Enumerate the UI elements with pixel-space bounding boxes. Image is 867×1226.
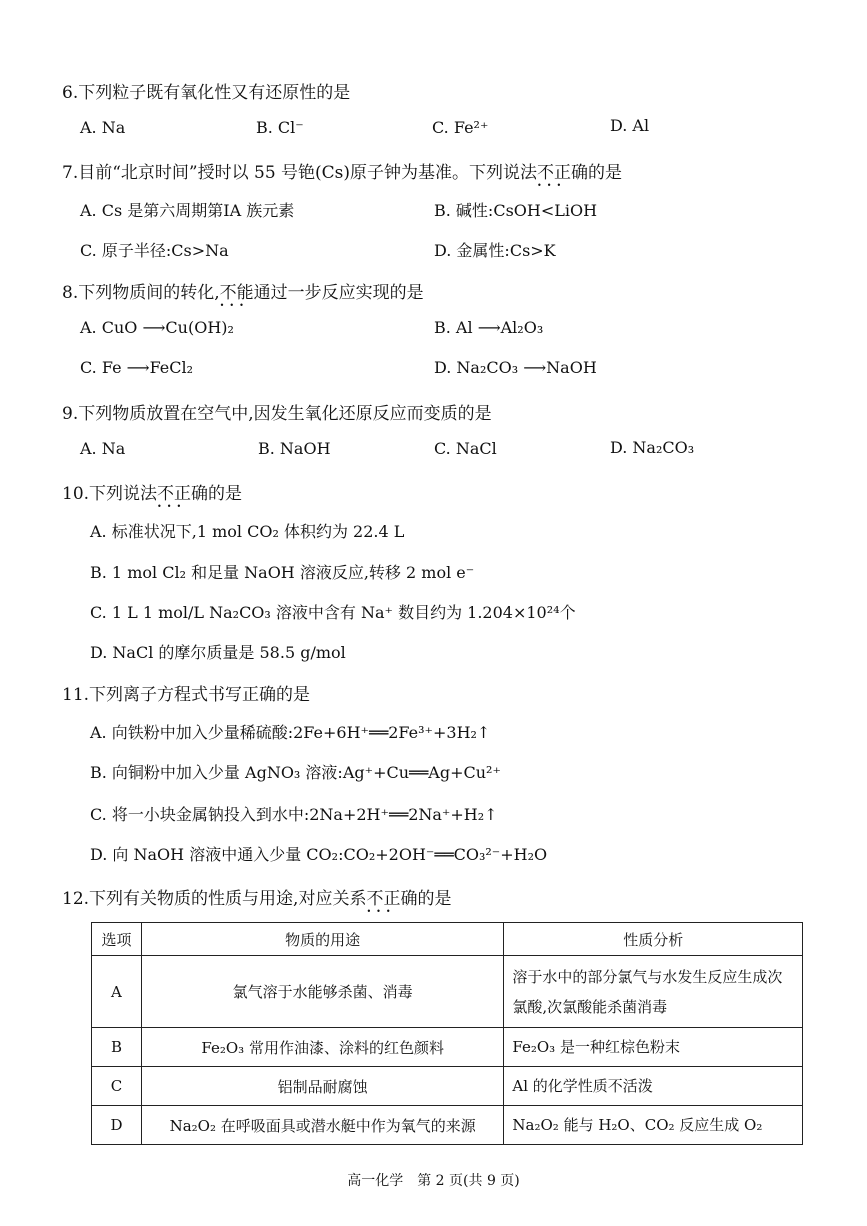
table-cell: D xyxy=(92,1106,142,1145)
q11-option-c: C. 将一小块金属钠投入到水中:2Na+2H⁺══2Na⁺+H₂↑ xyxy=(90,805,498,824)
q9-option-a: A. Na xyxy=(80,439,126,458)
q6-option-a: A. Na xyxy=(80,118,126,137)
q8-emphasis: 不能 ••• xyxy=(220,283,254,303)
table-cell: Fe₂O₃ 是一种红棕色粉末 xyxy=(504,1028,803,1067)
table-cell: Al 的化学性质不活泼 xyxy=(504,1067,803,1106)
table-cell: 铝制品耐腐蚀 xyxy=(141,1067,503,1106)
q6-option-b: B. Cl⁻ xyxy=(256,118,304,137)
table-row xyxy=(92,1067,803,1106)
q11-option-d: D. 向 NaOH 溶液中通入少量 CO₂:CO₂+2OH⁻══CO₃²⁻+H₂O xyxy=(90,845,548,864)
q6-option-c: C. Fe²⁺ xyxy=(432,118,489,137)
q7-emphasis: 不正确 ••• xyxy=(537,163,588,183)
q10-stem-post: 的是 xyxy=(208,484,243,504)
q7-option-a: A. Cs 是第六周期第ⅠA 族元素 xyxy=(80,201,295,220)
q10-option-d: D. NaCl 的摩尔质量是 58.5 g/mol xyxy=(90,643,346,662)
q6-option-d: D. Al xyxy=(610,116,650,135)
table-cell: 氯气溶于水能够杀菌、消毒 xyxy=(141,956,503,1028)
q12-stem-pre: 12.下列有关物质的性质与用途,对应关系 xyxy=(62,889,367,909)
q10-option-a: A. 标准状况下,1 mol CO₂ 体积约为 22.4 L xyxy=(90,522,405,541)
q7-option-b: B. 碱性:CsOH<LiOH xyxy=(434,201,598,220)
q8-option-d: D. Na₂CO₃ ⟶NaOH xyxy=(434,358,597,377)
table-cell: B xyxy=(92,1028,142,1067)
property-use-table xyxy=(91,922,803,1145)
table-cell: Na₂O₂ 在呼吸面具或潜水艇中作为氧气的来源 xyxy=(141,1106,503,1145)
q12-stem-post: 的是 xyxy=(417,889,452,909)
q12-emphasis: 不正确 ••• xyxy=(366,889,417,909)
q10-emphasis: 不正确 ••• xyxy=(157,484,208,504)
question-8-stem xyxy=(62,278,424,303)
q10-option-b: B. 1 mol Cl₂ 和足量 NaOH 溶液反应,转移 2 mol e⁻ xyxy=(90,563,475,582)
table-header: 性质分析 xyxy=(504,923,803,956)
table-cell: Fe₂O₃ 常用作油漆、涂料的红色颜料 xyxy=(141,1028,503,1067)
table-header: 物质的用途 xyxy=(141,923,503,956)
table-header-row xyxy=(92,923,803,956)
q7-option-d: D. 金属性:Cs>K xyxy=(434,241,556,260)
table-cell: 溶于水中的部分氯气与水发生反应生成次氯酸,次氯酸能杀菌消毒 xyxy=(504,956,803,1028)
question-7-stem xyxy=(62,158,622,183)
q7-stem-pre: 7.目前“北京时间”授时以 55 号铯(Cs)原子钟为基准。下列说法 xyxy=(62,163,538,183)
question-10-stem xyxy=(62,479,242,504)
table-header: 选项 xyxy=(92,923,142,956)
q8-option-b: B. Al ⟶Al₂O₃ xyxy=(434,318,544,337)
table-cell: C xyxy=(92,1067,142,1106)
table-row xyxy=(92,1028,803,1067)
q8-stem-pre: 8.下列物质间的转化, xyxy=(62,283,220,303)
page-footer: 高一化学 第 2 页(共 9 页) xyxy=(347,1173,520,1189)
q11-option-a: A. 向铁粉中加入少量稀硫酸:2Fe+6H⁺══2Fe³⁺+3H₂↑ xyxy=(90,723,491,742)
question-12-stem xyxy=(62,884,451,909)
q10-option-c: C. 1 L 1 mol/L Na₂CO₃ 溶液中含有 Na⁺ 数目约为 1.204×10²⁴个 xyxy=(90,603,576,622)
table-row xyxy=(92,1106,803,1145)
q11-option-b: B. 向铜粉中加入少量 AgNO₃ 溶液:Ag⁺+Cu══Ag+Cu²⁺ xyxy=(90,763,501,782)
q7-stem-post: 的是 xyxy=(588,163,623,183)
q9-option-c: C. NaCl xyxy=(434,439,497,458)
table-cell: Na₂O₂ 能与 H₂O、CO₂ 反应生成 O₂ xyxy=(504,1106,803,1145)
question-6-stem: 6.下列粒子既有氧化性又有还原性的是 xyxy=(62,83,351,103)
q9-option-b: B. NaOH xyxy=(258,439,331,458)
q10-stem-pre: 10.下列说法 xyxy=(62,484,158,504)
q7-option-c: C. 原子半径:Cs>Na xyxy=(80,241,229,260)
table-row xyxy=(92,956,803,1028)
question-11-stem: 11.下列离子方程式书写正确的是 xyxy=(62,685,311,705)
table-cell: A xyxy=(92,956,142,1028)
q9-option-d: D. Na₂CO₃ xyxy=(610,438,695,457)
question-9-stem: 9.下列物质放置在空气中,因发生氧化还原反应而变质的是 xyxy=(62,404,492,424)
q8-stem-post: 通过一步反应实现的是 xyxy=(253,283,424,303)
q8-option-c: C. Fe ⟶FeCl₂ xyxy=(80,358,194,377)
q8-option-a: A. CuO ⟶Cu(OH)₂ xyxy=(80,318,234,337)
